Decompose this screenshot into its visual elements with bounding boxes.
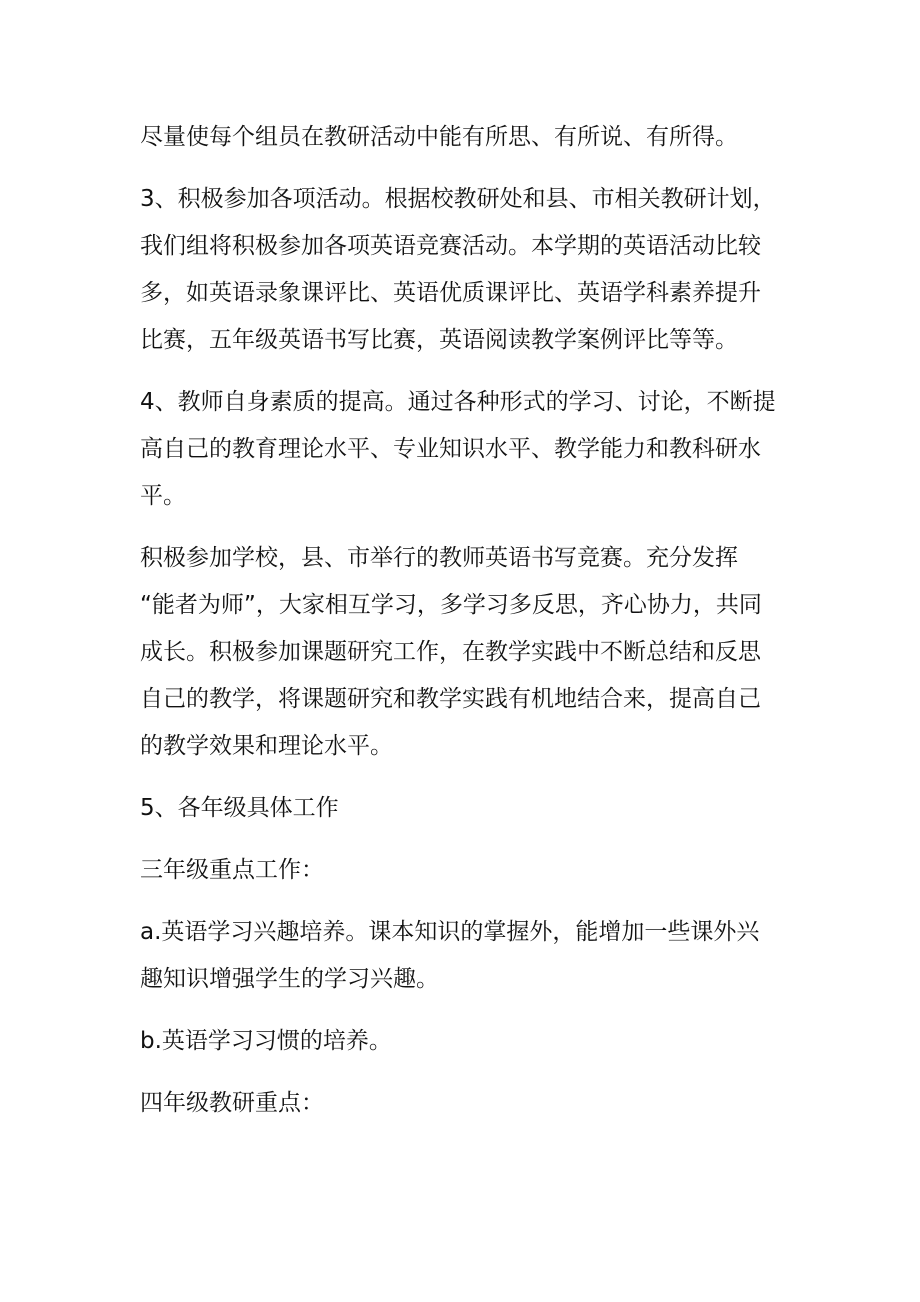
paragraph-writing-contest [140, 535, 790, 770]
paragraph-item-3-activities [140, 176, 790, 364]
heading-item-5-grade-work [140, 785, 790, 832]
text-line: 四年级教研重点： [140, 1090, 324, 1116]
text-line: 4、教师自身素质的提高。通过各种形式的学习、讨论，不断提 [140, 389, 776, 415]
document-body [140, 114, 790, 1142]
text-line: “能者为师”，大家相互学习，多学习多反思，齐心协力，共同 [140, 592, 762, 618]
text-line: 3、积极参加各项活动。根据校教研处和县、市相关教研计划， [140, 186, 776, 212]
paragraph-group-members [140, 114, 790, 161]
paragraph-item-4-teacher-quality [140, 379, 790, 520]
paragraph-grade-3-item-a [140, 909, 790, 1003]
text-line: 高自己的教育理论水平、专业知识水平、教学能力和教科研水 [140, 436, 761, 462]
text-line: b.英语学习习惯的培养。 [140, 1028, 392, 1054]
text-line: 三年级重点工作： [140, 857, 324, 883]
text-line: a.英语学习兴趣培养。课本知识的掌握外，能增加一些课外兴 [140, 919, 760, 945]
text-line: 成长。积极参加课题研究工作，在教学实践中不断总结和反思 [140, 639, 761, 665]
text-line: 5、各年级具体工作 [140, 795, 339, 821]
paragraph-grade-3-item-b [140, 1018, 790, 1065]
text-line: 平。 [140, 483, 186, 509]
text-line: 积极参加学校，县、市举行的教师英语书写竞赛。充分发挥 [140, 545, 738, 571]
text-line: 自己的教学，将课题研究和教学实践有机地结合来，提高自己 [140, 686, 761, 712]
heading-grade-4-focus [140, 1080, 790, 1127]
text-line: 趣知识增强学生的学习兴趣。 [140, 966, 439, 992]
text-line: 我们组将积极参加各项英语竞赛活动。本学期的英语活动比较 [140, 233, 761, 259]
text-line: 的教学效果和理论水平。 [140, 733, 393, 759]
text-line: 尽量使每个组员在教研活动中能有所思、有所说、有所得。 [140, 124, 738, 150]
text-line: 多，如英语录象课评比、英语优质课评比、英语学科素养提升 [140, 280, 761, 306]
heading-grade-3-focus [140, 847, 790, 894]
text-line: 比赛，五年级英语书写比赛，英语阅读教学案例评比等等。 [140, 327, 738, 353]
